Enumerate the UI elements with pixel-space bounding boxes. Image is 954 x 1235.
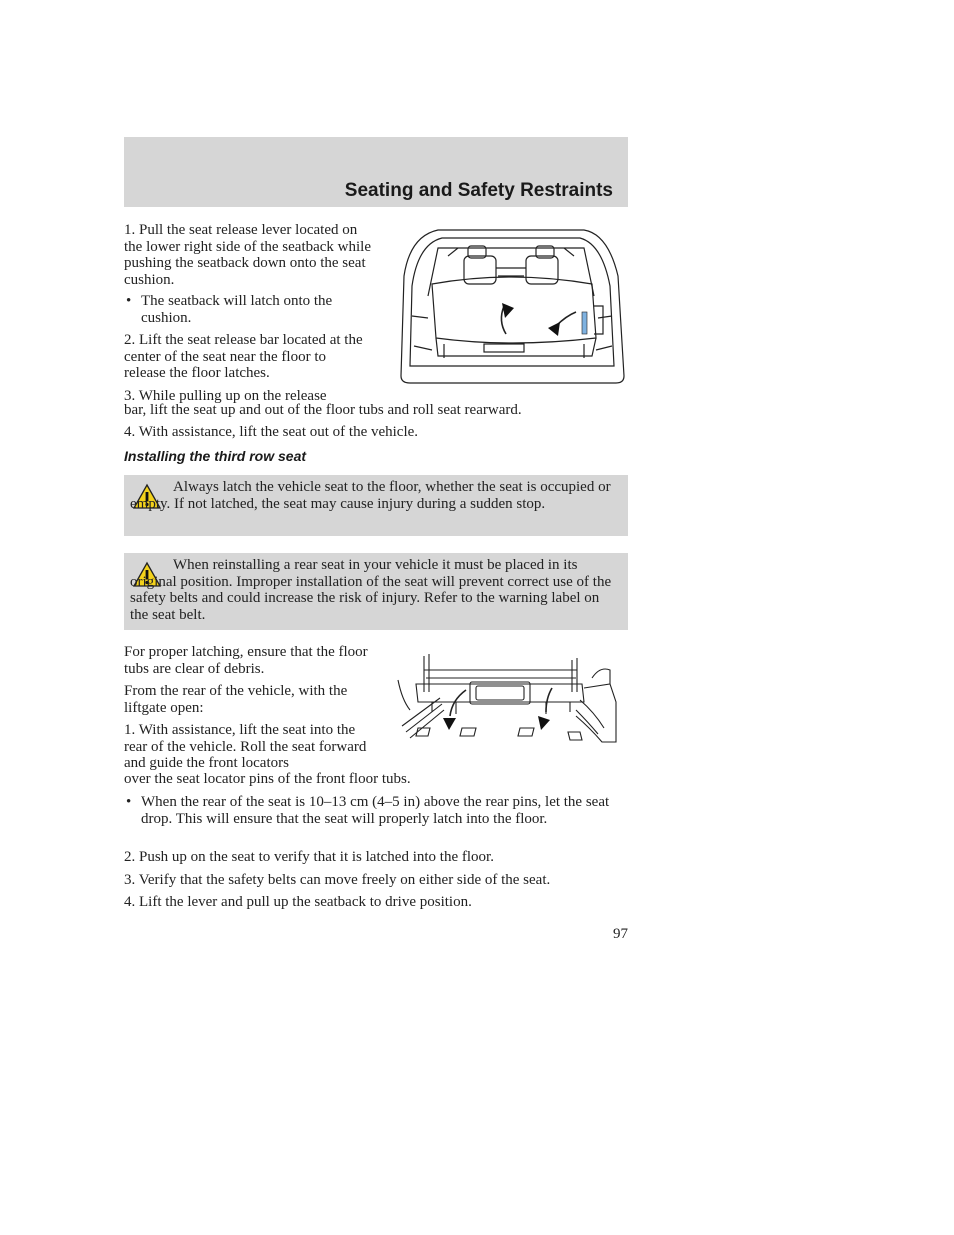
- section-header: [124, 137, 628, 207]
- removal-step-3-line-1: 3. While pulling up on the release: [124, 388, 327, 404]
- removal-step-3-line-2: bar, lift the seat up and out of the floor tubs and roll seat rearward.: [124, 402, 522, 418]
- install-para-2: From the rear of the vehicle, with the liftgate open:: [124, 683, 348, 716]
- removal-step-1-bullet: The seatback will latch onto the cushion.: [141, 293, 333, 326]
- warning-text-2: When reinstalling a rear seat in your vehicle it must be placed in its original position. Improper installation of the seat will prevent correct use of the safety belts and could increase the risk of injury. Refer to the warning label on the seat belt.: [130, 557, 612, 623]
- seat-removal-illustration: [398, 226, 626, 386]
- install-step-4: 4. Lift the lever and pull up the seatback to drive position.: [124, 894, 472, 910]
- install-step-2: 2. Push up on the seat to verify that it is latched into the floor.: [124, 849, 494, 865]
- removal-step-4: 4. With assistance, lift the seat out of the vehicle.: [124, 424, 419, 440]
- warning-box-2: [124, 553, 628, 630]
- seat-install-illustration: [396, 652, 618, 744]
- removal-step-2: 2. Lift the seat release bar located at the center of the seat near the floor to release the floor latches.: [124, 332, 363, 381]
- install-step-1-part-1: 1. With assistance, lift the seat into the rear of the vehicle. Roll the seat forward and guide the front locators: [124, 722, 367, 771]
- bullet-icon: •: [126, 293, 132, 309]
- page-number: 97: [613, 926, 628, 942]
- warning-box-1: [124, 475, 628, 536]
- install-step-1-part-2: over the seat locator pins of the front floor tubs.: [124, 771, 411, 787]
- release-lever-highlight: [582, 312, 587, 334]
- bullet-icon: •: [126, 794, 132, 810]
- removal-step-1: 1. Pull the seat release lever located on the lower right side of the seatback while pushing the seatback down onto the seat cushion.: [124, 222, 372, 288]
- section-title: Seating and Safety Restraints: [344, 180, 613, 201]
- install-step-1-bullet: When the rear of the seat is 10–13 cm (4–5 in) above the rear pins, let the seat drop. This will ensure that the seat will properly latch into the floor.: [141, 794, 610, 827]
- install-heading: Installing the third row seat: [124, 448, 307, 464]
- install-step-3: 3. Verify that the safety belts can move freely on either side of the seat.: [124, 872, 551, 888]
- warning-text-1: Always latch the vehicle seat to the floor, whether the seat is occupied or empty. If not latched, the seat may cause injury during a sudden stop.: [130, 479, 611, 512]
- install-para-1: For proper latching, ensure that the floor tubs are clear of debris.: [124, 644, 368, 677]
